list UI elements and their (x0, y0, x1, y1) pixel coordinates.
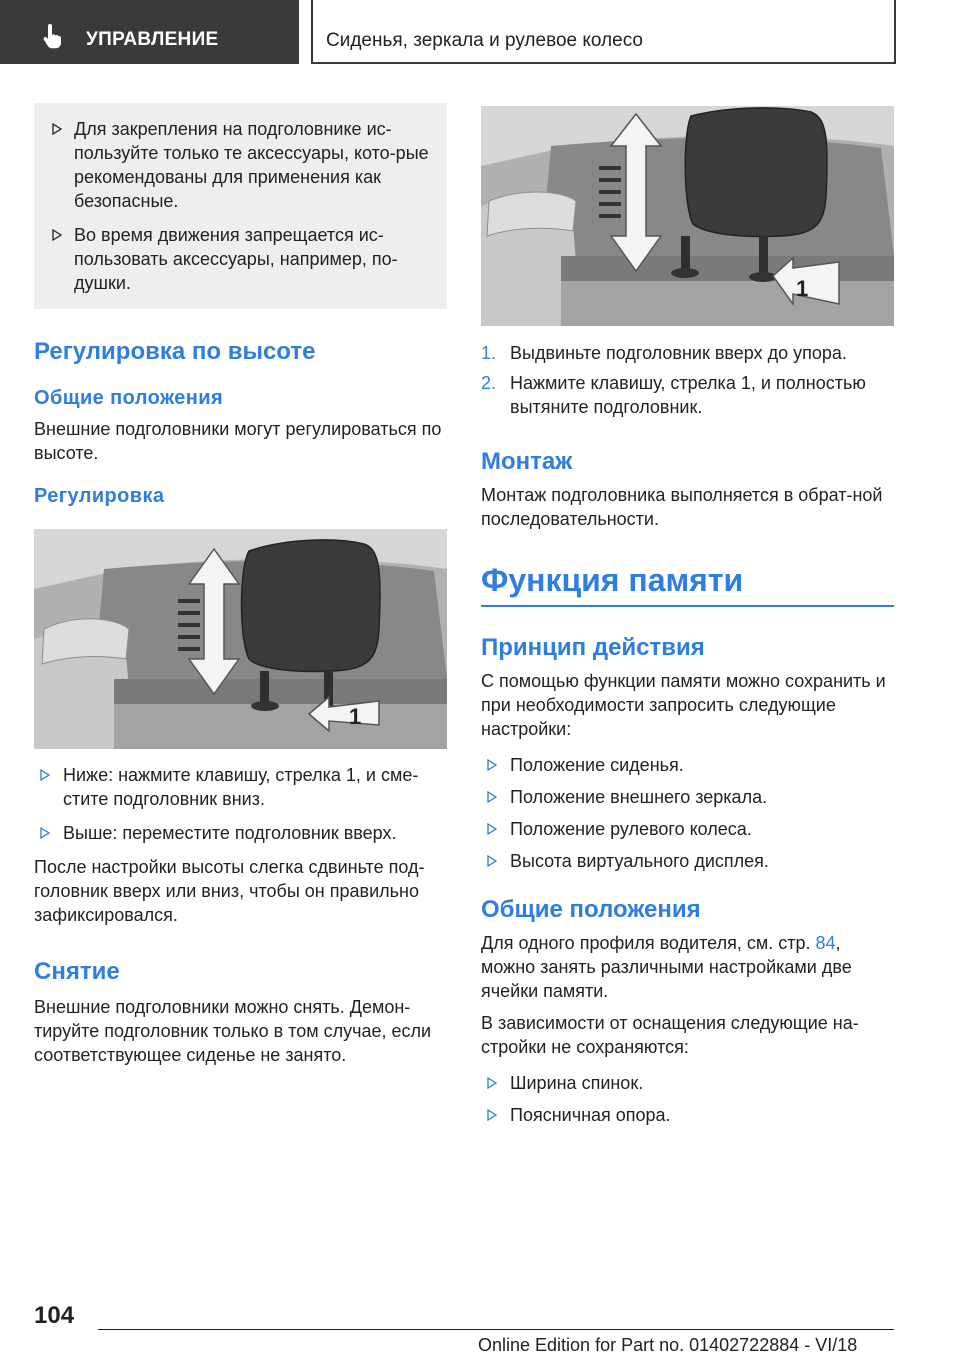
list-item: Выше: переместите подголовник вверх. (34, 821, 447, 845)
heading-rule (481, 605, 894, 607)
list-item: Высота виртуального дисплея. (481, 849, 894, 873)
triangle-bullet-icon (486, 759, 498, 771)
triangle-bullet-icon (486, 823, 498, 835)
list-item: Положение внешнего зеркала. (481, 785, 894, 809)
list-item: Положение сиденья. (481, 753, 894, 777)
numbered-step: 2. Нажмите клавишу, стрелка 1, и полностью вытяните подголовник. (481, 373, 866, 417)
paragraph: В зависимости от оснащения следующие на-стройки не сохраняются: (481, 1013, 859, 1057)
section-heading: Монтаж (481, 448, 573, 475)
triangle-bullet-icon (486, 1077, 498, 1089)
page-link[interactable]: 84 (815, 933, 836, 953)
list-item: Для закрепления на подголовнике ис-пользуйте только те аксессуары, кото-рые рекомендованы для применения как безопасные. (34, 117, 433, 213)
chapter-heading: Функция памяти (481, 562, 744, 598)
list-item: Ниже: нажмите клавишу, стрелка 1, и сме-стите подголовник вниз. (34, 763, 447, 811)
paragraph: Внешние подголовники могут регулироваться по высоте. (34, 419, 442, 463)
subsection-heading: Общие положения (34, 387, 224, 409)
section-label: УПРАВЛЕНИЕ (86, 29, 219, 50)
figure-callout-1: 1 (349, 704, 362, 729)
list-item: Во время движения запрещается ис-пользовать аксессуары, например, по-душки. (34, 223, 433, 295)
subsection-heading: Регулировка (34, 485, 165, 507)
safety-note (34, 103, 447, 309)
triangle-bullet-icon (39, 827, 51, 839)
right-column (481, 106, 894, 1127)
paragraph: После настройки высоты слегка сдвиньте под-головник вверх или вниз, чтобы он правильно зафиксировался. (34, 857, 425, 925)
paragraph: Для одного профиля водителя, см. стр. 84, можно занять различными настройками две ячейки памяти. (481, 933, 852, 1001)
triangle-bullet-icon (39, 769, 51, 781)
section-heading: Общие положения (481, 896, 701, 923)
chapter-title: Сиденья, зеркала и рулевое колесо (326, 30, 643, 51)
triangle-bullet-icon (486, 855, 498, 867)
triangle-bullet-icon (51, 123, 63, 135)
triangle-bullet-icon (486, 1109, 498, 1121)
left-column (34, 103, 447, 1067)
triangle-bullet-icon (51, 229, 63, 241)
section-heading: Принцип действия (481, 634, 705, 661)
hand-pointer-icon (38, 23, 66, 51)
list-item: Ширина спинок. (481, 1071, 894, 1095)
paragraph: С помощью функции памяти можно сохранить и при необходимости запросить следующие настройки: (481, 671, 886, 739)
section-heading: Снятие (34, 958, 120, 985)
page-number: 104 (34, 1302, 75, 1329)
edition-info: Online Edition for Part no. 01402722884 - VI/18 (478, 1335, 858, 1355)
headrest-removal-photo (481, 106, 894, 326)
headrest-height-photo (34, 529, 447, 749)
list-item: Положение рулевого колеса. (481, 817, 894, 841)
list-item: Поясничная опора. (481, 1103, 894, 1127)
section-heading: Регулировка по высоте (34, 338, 316, 365)
triangle-bullet-icon (486, 791, 498, 803)
figure-callout-1: 1 (796, 276, 809, 301)
paragraph: Монтаж подголовника выполняется в обрат-ной последовательности. (481, 485, 883, 529)
paragraph: Внешние подголовники можно снять. Демон-тируйте подголовник только в том случае, если соответствующее сиденье не занято. (34, 997, 432, 1065)
numbered-step: 1. Выдвиньте подголовник вверх до упора. (481, 343, 847, 363)
section-tab (0, 0, 299, 64)
footer-rule (98, 1329, 894, 1330)
